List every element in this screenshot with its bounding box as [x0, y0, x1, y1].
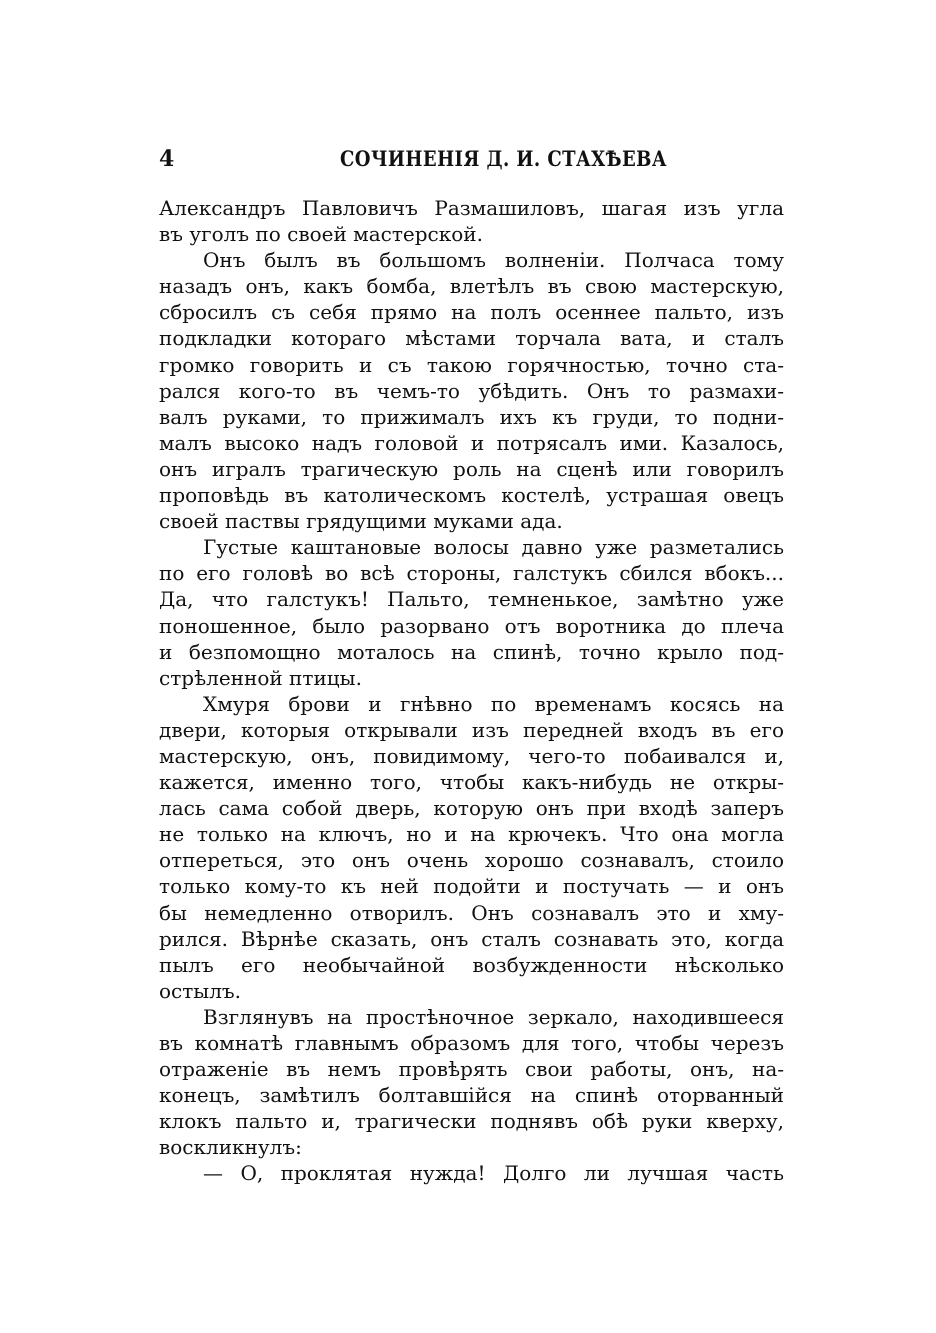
text-line: не только на ключъ, но и на крючекъ. Что она могла — [159, 822, 784, 847]
text-line: малъ высоко надъ головой и потрясалъ ими. Казалось, — [159, 430, 784, 455]
text-line: въ комнатѣ главнымъ образомъ для того, чтобы черезъ — [159, 1031, 784, 1055]
text-line: — О, проклятая нужда! Долго ли лучшая часть — [203, 1161, 784, 1186]
text-line: клокъ пальто и, трагически поднявъ обѣ руки кверху, — [159, 1109, 784, 1134]
text-line: валъ руками, то прижималъ ихъ къ груди, то подни- — [159, 404, 784, 429]
text-line: остылъ. — [159, 978, 242, 1003]
text-line: отраженіе въ немъ провѣрять свои работы, онъ, на- — [159, 1057, 784, 1082]
text-line: подкладки котораго мѣстами торчала вата, и сталъ — [159, 326, 784, 351]
body-text — [159, 195, 784, 1187]
text-line: Взглянувъ на простѣночное зеркало, находившееся — [203, 1004, 784, 1029]
text-line: проповѣдь въ католическомъ костелѣ, устрашая овецъ — [159, 483, 784, 508]
text-line: стрѣленной птицы. — [159, 665, 362, 690]
text-line: Хмуря брови и гнѣвно по временамъ косясь на — [203, 691, 784, 716]
text-line: лась сама собой дверь, которую онъ при входѣ заперъ — [159, 796, 784, 821]
text-line: рался кого-то въ чемъ-то убѣдить. Онъ то размахи- — [159, 378, 784, 403]
page-number: 4 — [159, 146, 175, 172]
text-line: двери, которыя открывали изъ передней входъ въ его — [159, 717, 784, 742]
text-line: только кому-то къ ней подойти и постучать — и онъ — [159, 874, 784, 899]
text-line: поношенное, было разорвано отъ воротника до плеча — [159, 613, 784, 638]
text-line: онъ игралъ трагическую роль на сценѣ или говорилъ — [159, 456, 784, 481]
text-line: конецъ, замѣтилъ болтавшійся на спинѣ оторванный — [159, 1083, 784, 1108]
text-line: мастерскую, онъ, повидимому, чего-то побаивался и, — [159, 743, 784, 768]
running-title: СОЧИНЕНІЯ Д. И. СТАХѢЕВА — [340, 146, 667, 171]
text-line: Онъ былъ въ большомъ волненіи. Полчаса тому — [203, 248, 784, 273]
text-line: сбросилъ съ себя прямо на полъ осеннее пальто, изъ — [159, 300, 784, 325]
text-line: Да, что галстукъ! Пальто, темненькое, замѣтно уже — [159, 587, 784, 612]
text-line: громко говорить и съ такою горячностью, точно ста- — [159, 352, 784, 377]
text-line: рился. Вѣрнѣе сказать, онъ сталъ сознавать это, когда — [159, 926, 784, 951]
text-line: воскликнулъ: — [159, 1135, 302, 1160]
text-line: по его головѣ во всѣ стороны, галстукъ сбился вбокъ... — [159, 561, 784, 586]
text-line: Александръ Павловичъ Размашиловъ, шагая изъ угла — [159, 196, 784, 220]
text-line: въ уголъ по своей мастерской. — [159, 222, 483, 247]
text-line: своей паствы грядущими муками ада. — [159, 509, 563, 534]
text-line: Густые каштановые волосы давно уже разметались — [203, 535, 784, 560]
text-line: пылъ его необычайной возбужденности нѣсколько — [159, 952, 784, 977]
text-line: бы немедленно отворилъ. Онъ сознавалъ это и хму- — [159, 900, 784, 925]
text-line: назадъ онъ, какъ бомба, влетѣлъ въ свою мастерскую, — [159, 274, 784, 299]
text-line: кажется, именно того, чтобы какъ-нибудь не откры- — [159, 770, 784, 795]
text-line: отпереться, это онъ очень хорошо сознавалъ, стоило — [159, 848, 784, 873]
text-line: и безпомощно моталось на спинѣ, точно крыло под- — [159, 639, 784, 664]
